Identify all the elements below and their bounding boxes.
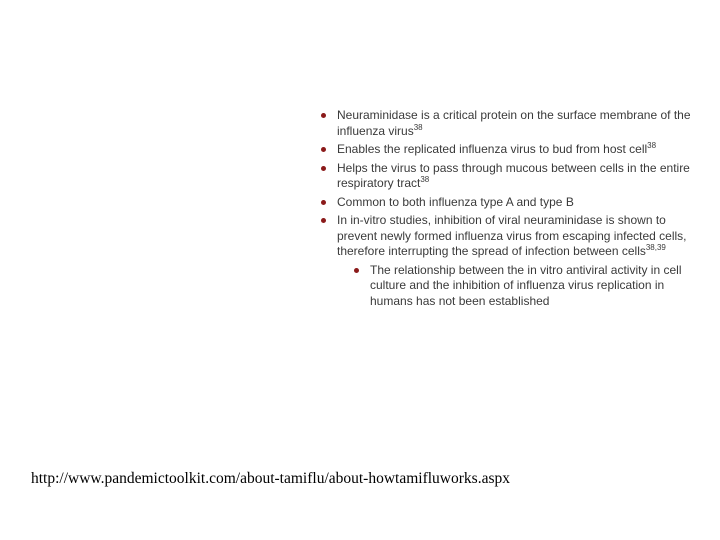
sub-bullet-item (351, 263, 703, 310)
bullet-text: Common to both influenza type A and type B (337, 194, 574, 209)
bullet-item (318, 108, 703, 139)
source-url: http://www.pandemictoolkit.com/about-tamiflu/about-howtamifluworks.aspx (31, 470, 510, 487)
bullet-text: Enables the replicated influenza virus to bud from host cell (337, 142, 648, 156)
bullet-text: In in-vitro studies, inhibition of viral neuraminidase is shown to prevent newly formed influenza virus from escaping infected cells, therefore interrupting the spread of infection between cells (337, 213, 687, 258)
bullet-dot-icon (321, 147, 326, 152)
reference-marker: 38,39 (645, 243, 666, 252)
sub-bullet-dot-icon (354, 268, 359, 273)
reference-marker: 38 (413, 122, 423, 132)
bullet-dot-icon (321, 218, 326, 223)
bullet-dot-icon (321, 113, 326, 118)
bullet-text: Helps the virus to pass through mucous between cells in the entire respiratory tract (337, 160, 690, 190)
bullet-dot-icon (321, 200, 326, 205)
reference-marker: 38 (420, 175, 430, 184)
sub-bullet-text: The relationship between the in vitro antiviral activity in cell culture and the inhibition of influenza virus replication in humans has not been established (370, 262, 682, 308)
bullet-dot-icon (321, 166, 326, 171)
bullet-item (318, 161, 703, 192)
bullet-item (318, 195, 703, 211)
bullet-list (318, 108, 703, 312)
bullet-item (318, 142, 703, 158)
reference-marker: 38 (647, 141, 657, 150)
bullet-text: Neuraminidase is a critical protein on the surface membrane of the influenza virus (337, 108, 691, 138)
bullet-item (318, 213, 703, 309)
sub-bullet-list (351, 263, 703, 310)
